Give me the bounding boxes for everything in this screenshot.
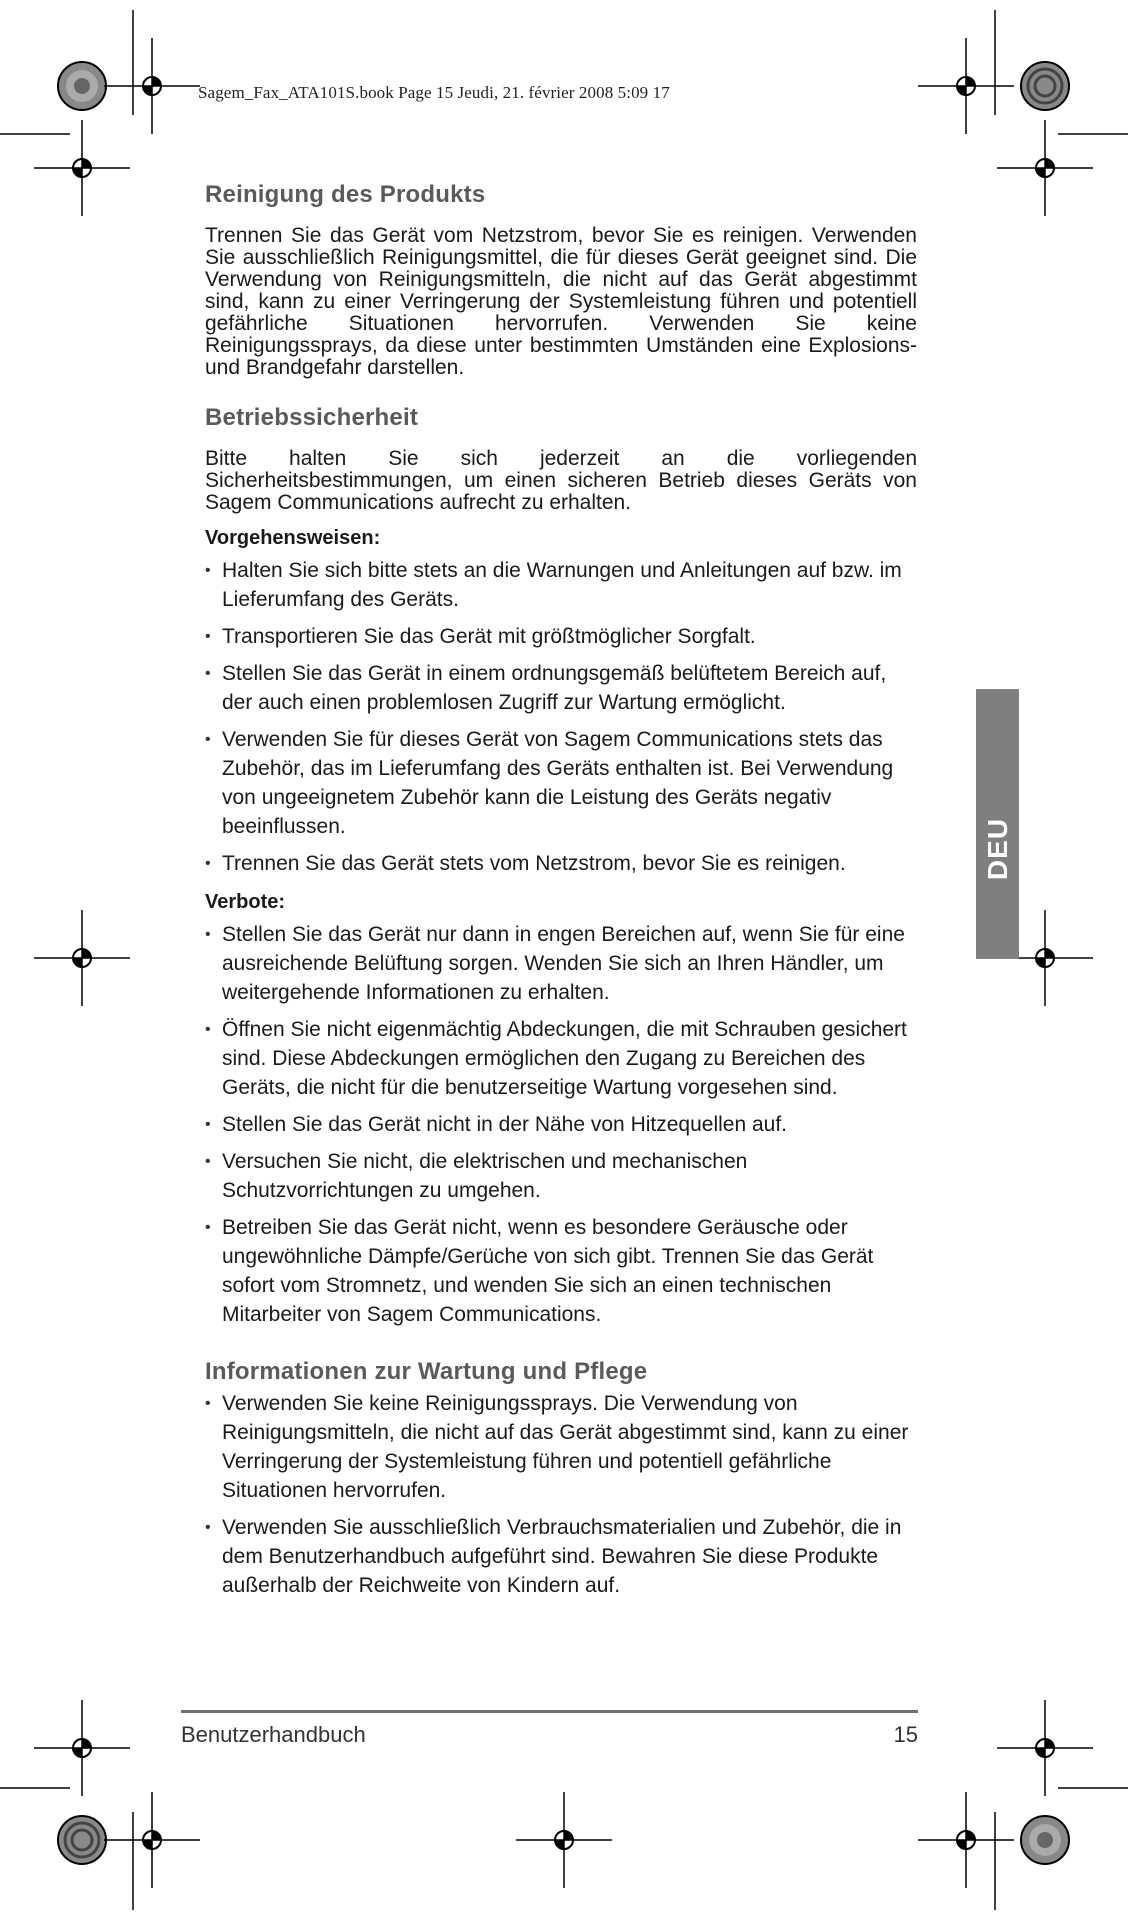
list-item: • Stellen Sie das Gerät nur dann in engen Bereichen auf, wenn Sie für eine ausreichende Belüftung sorgen. Wenden Sie sich an Ihren Händler, um weitergehende Informationen zu erhalten. <box>205 920 917 1007</box>
list-item: • Stellen Sie das Gerät nicht in der Nähe von Hitzequellen auf. <box>205 1110 917 1139</box>
crosshair-mark-top-left <box>104 38 200 134</box>
list-item: • Versuchen Sie nicht, die elektrischen und mechanischen Schutzvorrichtungen zu umgehen. <box>205 1147 917 1205</box>
list-item: • Öffnen Sie nicht eigenmächtig Abdeckungen, die mit Schrauben gesichert sind. Diese Abdeckungen ermöglichen den Zugang zu Bereichen des Geräts, die nicht für die benutzerseitige Wartung vorgesehen sind. <box>205 1015 917 1102</box>
list-item: • Stellen Sie das Gerät in einem ordnungsgemäß belüftetem Bereich auf, der auch einen problemlosen Zugriff zur Wartung ermöglicht. <box>205 659 917 717</box>
list-item: • Betreiben Sie das Gerät nicht, wenn es besondere Geräusche oder ungewöhnliche Dämpfe/Gerüche von sich gibt. Trennen Sie das Gerät sofort vom Stromnetz, und wenden Sie sich an einen technischen Mitarbeiter von Sagem Communications. <box>205 1213 917 1329</box>
crosshair-mark-left-lower <box>34 1700 130 1796</box>
list-item: • Halten Sie sich bitte stets an die Warnungen und Anleitungen auf bzw. im Lieferumfang des Geräts. <box>205 556 917 614</box>
section-heading-safety: Betriebssicherheit <box>205 404 419 431</box>
section-operational-safety <box>205 403 917 1329</box>
crosshair-mark-bottom-right <box>918 1792 1014 1888</box>
footer-manual-title: Benutzerhandbuch <box>181 1722 366 1747</box>
starburst-mark-top-right <box>1021 62 1069 110</box>
print-slug-header: Sagem_Fax_ATA101S.book Page 15 Jeudi, 21. février 2008 5:09 17 <box>198 83 670 102</box>
crosshair-mark-top-right <box>918 38 1014 134</box>
starburst-mark-bottom-right <box>1021 1816 1069 1864</box>
safety-paragraph: Bitte halten Sie sich jederzeit an die vorliegenden Sicherheitsbestimmungen, um einen sicheren Betrieb dieses Geräts von Sagem Communications aufrecht zu erhalten. <box>205 447 917 514</box>
list-item: • Verwenden Sie keine Reinigungssprays. Die Verwendung von Reinigungsmitteln, die nicht auf das Gerät abgestimmt sind, kann zu einer Verringerung der Systemleistung führen und potentiell gefährliche Situationen hervorrufen. <box>205 1389 917 1505</box>
language-tab <box>976 689 1019 959</box>
page-number: 15 <box>893 1722 918 1747</box>
section-heading-maintenance: Informationen zur Wartung und Pflege <box>205 1358 648 1385</box>
crosshair-mark-bottom-left <box>104 1792 200 1888</box>
section-heading-cleaning: Reinigung des Produkts <box>205 181 486 208</box>
starburst-mark-top-left <box>58 62 106 110</box>
procedures-list <box>205 556 917 878</box>
section-cleaning <box>205 180 917 379</box>
section-maintenance <box>205 1357 917 1600</box>
list-item: • Transportieren Sie das Gerät mit größtmöglicher Sorgfalt. <box>205 622 917 651</box>
list-item: • Trennen Sie das Gerät stets vom Netzstrom, bevor Sie es reinigen. <box>205 849 917 878</box>
prohibitions-list <box>205 920 917 1329</box>
page-content <box>205 180 917 1608</box>
starburst-mark-bottom-left <box>58 1816 106 1864</box>
list-item: • Verwenden Sie für dieses Gerät von Sagem Communications stets das Zubehör, das im Lieferumfang des Geräts enthalten ist. Bei Verwendung von ungeeignetem Zubehör kann die Leistung des Geräts negativ beeinflussen. <box>205 725 917 841</box>
crosshair-mark-bottom-center <box>516 1792 612 1888</box>
language-tab-label: DEU <box>981 817 1013 881</box>
procedures-label: Vorgehensweisen: <box>205 527 381 549</box>
list-item: • Verwenden Sie ausschließlich Verbrauchsmaterialien und Zubehör, die in dem Benutzerhandbuch aufgeführt sind. Bewahren Sie diese Produkte außerhalb der Reichweite von Kindern auf. <box>205 1513 917 1600</box>
cleaning-paragraph: Trennen Sie das Gerät vom Netzstrom, bevor Sie es reinigen. Verwenden Sie ausschließlich Reinigungsmittel, die für dieses Gerät geeignet sind. Die Verwendung von Reinigungsmitteln, die nicht auf das Gerät abgestimmt sind, kann zu einer Verringerung der Systemleistung führen und potentiell gefährliche Situationen hervorrufen. Verwenden Sie keine Reinigungssprays, da diese unter bestimmten Umständen eine Explosions- und Brandgefahr darstellen. <box>205 224 917 379</box>
crosshair-mark-right-lower <box>997 1700 1093 1796</box>
prohibitions-label: Verbote: <box>205 891 286 913</box>
footer-divider <box>181 1710 918 1713</box>
maintenance-list <box>205 1389 917 1600</box>
crosshair-mark-left-middle <box>34 910 130 1006</box>
